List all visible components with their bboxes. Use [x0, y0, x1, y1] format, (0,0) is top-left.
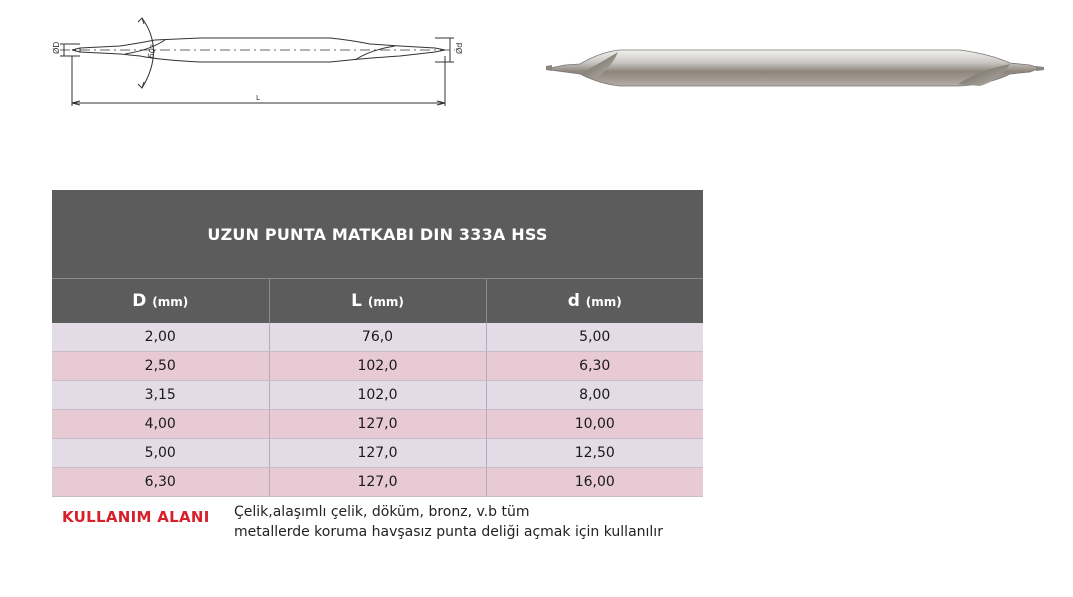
cell-D: 6,30	[52, 468, 269, 497]
usage-description	[234, 502, 754, 542]
header-d-name: d	[567, 291, 580, 311]
center-drill-photo-icon	[540, 30, 1050, 100]
cell-d: 5,00	[486, 323, 703, 352]
table-row	[52, 352, 703, 381]
cell-d: 6,30	[486, 352, 703, 381]
cell-L: 102,0	[269, 352, 486, 381]
length-L-label: L	[256, 94, 260, 102]
cell-L: 102,0	[269, 381, 486, 410]
angle-label: 60°	[146, 43, 159, 60]
usage-label: KULLANIM ALANI	[62, 508, 210, 526]
cell-L: 127,0	[269, 439, 486, 468]
header-L	[269, 279, 486, 324]
header-D-name: D	[132, 291, 147, 311]
table-row	[52, 468, 703, 497]
table-row	[52, 439, 703, 468]
header-L-unit: (mm)	[367, 295, 404, 309]
diameter-D-label: ØD	[52, 41, 61, 54]
technical-drawing	[40, 10, 470, 110]
cell-D: 3,15	[52, 381, 269, 410]
table-row	[52, 410, 703, 439]
header-D-unit: (mm)	[152, 295, 189, 309]
cell-d: 12,50	[486, 439, 703, 468]
cell-D: 2,00	[52, 323, 269, 352]
cell-d: 8,00	[486, 381, 703, 410]
cell-L: 76,0	[269, 323, 486, 352]
table-row	[52, 323, 703, 352]
spec-table	[52, 190, 703, 497]
cell-D: 2,50	[52, 352, 269, 381]
usage-text-line2: metallerde koruma havşasız punta deliği açmak için kullanılır	[234, 524, 663, 540]
cell-D: 4,00	[52, 410, 269, 439]
header-d	[486, 279, 703, 324]
usage-text-line1: Çelik,alaşımlı çelik, döküm, bronz, v.b tüm	[234, 504, 530, 520]
cell-d: 16,00	[486, 468, 703, 497]
diameter-d-label: Ød	[455, 42, 464, 54]
cell-D: 5,00	[52, 439, 269, 468]
header-d-unit: (mm)	[585, 295, 622, 309]
cell-L: 127,0	[269, 468, 486, 497]
cell-d: 10,00	[486, 410, 703, 439]
header-L-name: L	[351, 291, 362, 311]
header-D	[52, 279, 269, 324]
cell-L: 127,0	[269, 410, 486, 439]
table-title: UZUN PUNTA MATKABI DIN 333A HSS	[52, 190, 703, 279]
table-row	[52, 381, 703, 410]
